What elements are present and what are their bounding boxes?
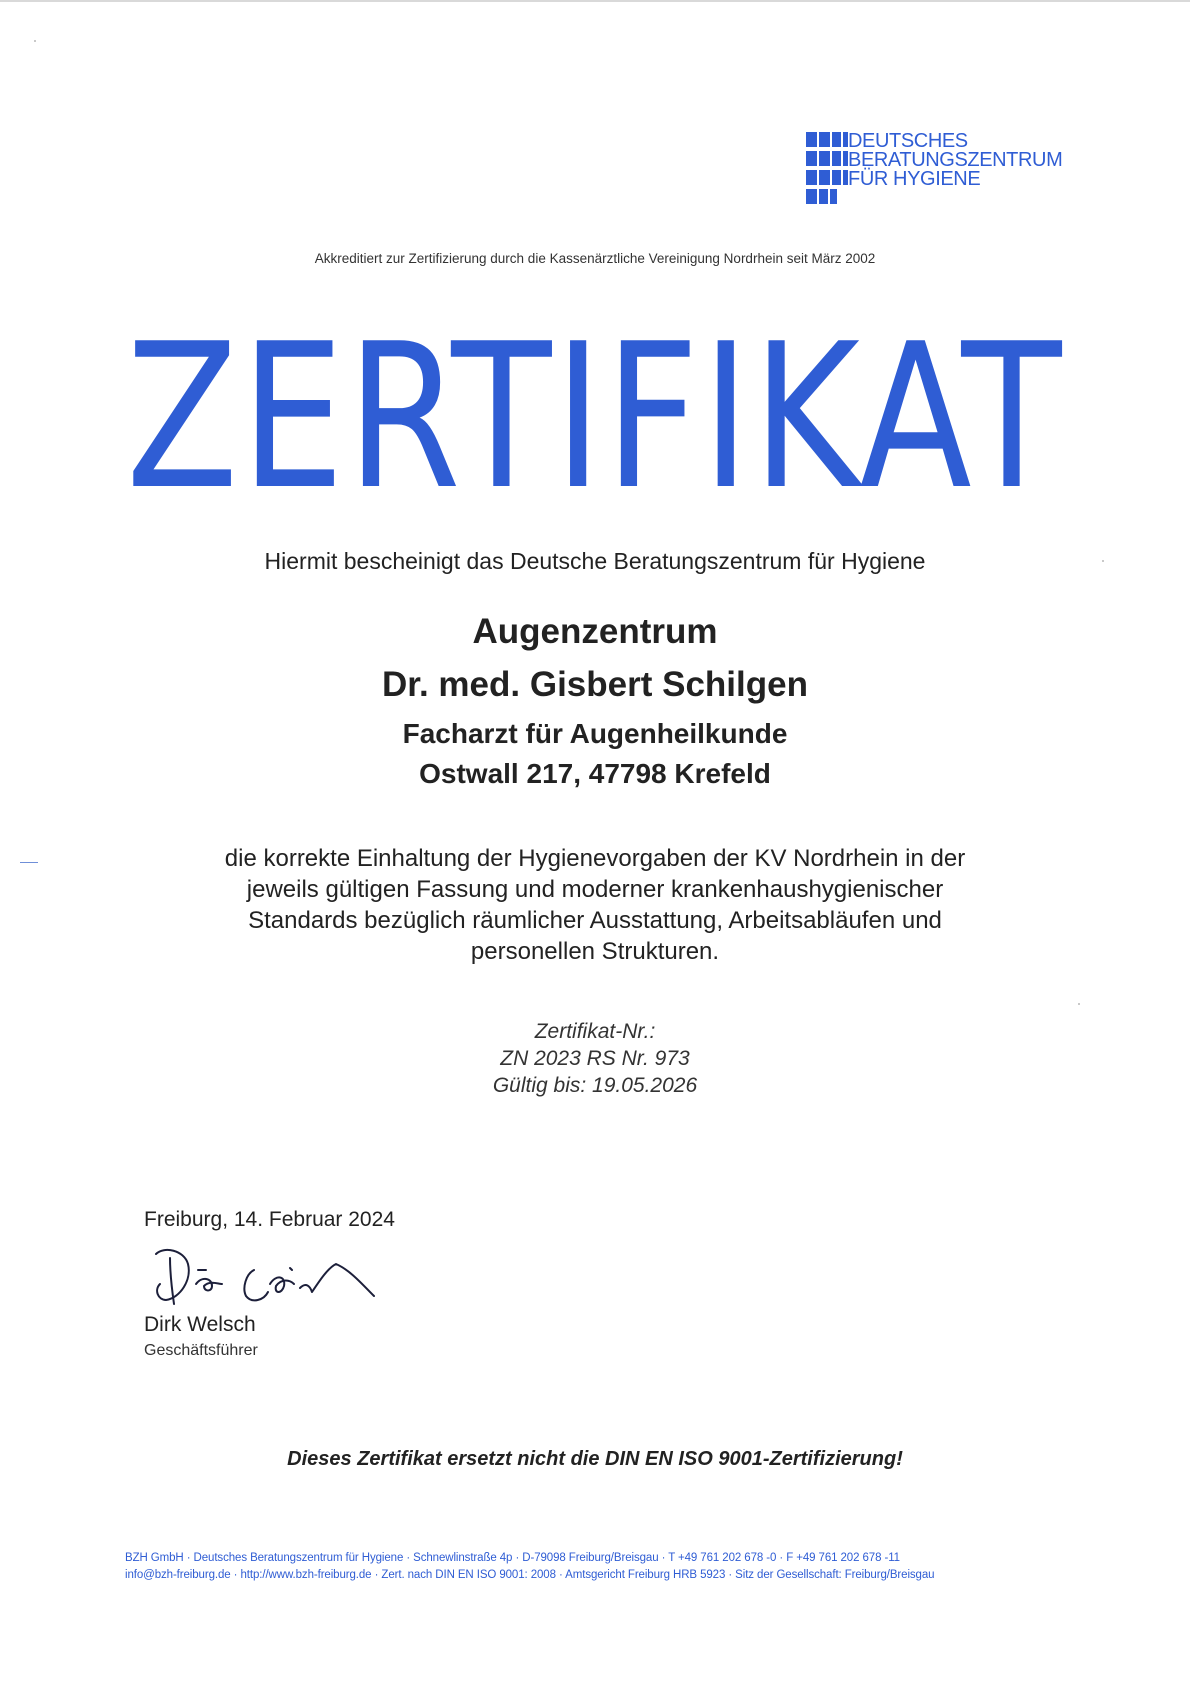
signer-role: Geschäftsführer — [144, 1342, 258, 1359]
statement-line: jeweils gültigen Fassung und moderner krankenhaushygienischer — [246, 876, 944, 903]
handwritten-signature — [150, 1240, 410, 1310]
certificate-number-label: Zertifikat-Nr.: — [534, 1020, 656, 1043]
company-footer — [125, 1550, 1085, 1584]
statement-line: die korrekte Einhaltung der Hygienevorgaben der KV Nordrhein in der — [224, 845, 966, 872]
footer-address-line: BZH GmbH · Deutsches Beratungszentrum für Hygiene · Schnewlinstraße 4p · D-79098 Freiburg/Breisgau · T +49 761 202 678 -0 · F +49 761 202 678 -11 — [125, 1552, 900, 1564]
accreditation-note: Akkreditiert zur Zertifizierung durch die Kassenärztliche Vereinigung Nordrhein seit März 2002 — [314, 251, 876, 266]
scan-speck — [1078, 1003, 1080, 1005]
certificate-title: ZERTIFIKAT — [125, 301, 1065, 534]
scan-mark — [20, 862, 38, 863]
footer-contact-line: info@bzh-freiburg.de · http://www.bzh-freiburg.de · Zert. nach DIN EN ISO 9001: 2008 · Amtsgericht Freiburg HRB 5923 · Sitz der Gesellschaft: Freiburg/Breisgau — [125, 1569, 935, 1581]
holder-specialty: Facharzt für Augenheilkunde — [402, 718, 788, 749]
signer-name: Dirk Welsch — [144, 1313, 256, 1336]
holder-name: Augenzentrum — [472, 612, 718, 651]
iso-disclaimer: Dieses Zertifikat ersetzt nicht die DIN EN ISO 9001-Zertifizierung! — [287, 1448, 903, 1470]
logo-bars-icon — [806, 132, 848, 210]
certificate-info — [0, 1018, 1190, 1099]
statement-line: Standards bezüglich räumlicher Ausstattung, Arbeitsabläufen und — [248, 907, 942, 934]
logo-line: FÜR HYGIENE — [848, 168, 981, 190]
intro-text: Hiermit bescheinigt das Deutsche Beratungszentrum für Hygiene — [264, 548, 926, 574]
validity-date: Gültig bis: 19.05.2026 — [492, 1074, 698, 1097]
logo-wordmark — [848, 132, 1062, 189]
bzh-logo — [806, 132, 1066, 210]
certificate-number: ZN 2023 RS Nr. 973 — [500, 1047, 690, 1070]
logo-line: BERATUNGSZENTRUM — [848, 149, 1063, 171]
logo-line: DEUTSCHES — [848, 130, 968, 152]
statement-line: personellen Strukturen. — [470, 938, 720, 965]
holder-doctor: Dr. med. Gisbert Schilgen — [382, 665, 808, 704]
place-and-date: Freiburg, 14. Februar 2024 — [144, 1208, 395, 1231]
holder-address: Ostwall 217, 47798 Krefeld — [419, 758, 771, 789]
scan-speck — [34, 40, 36, 42]
page-top-edge — [0, 0, 1190, 2]
certification-statement — [100, 843, 1090, 967]
